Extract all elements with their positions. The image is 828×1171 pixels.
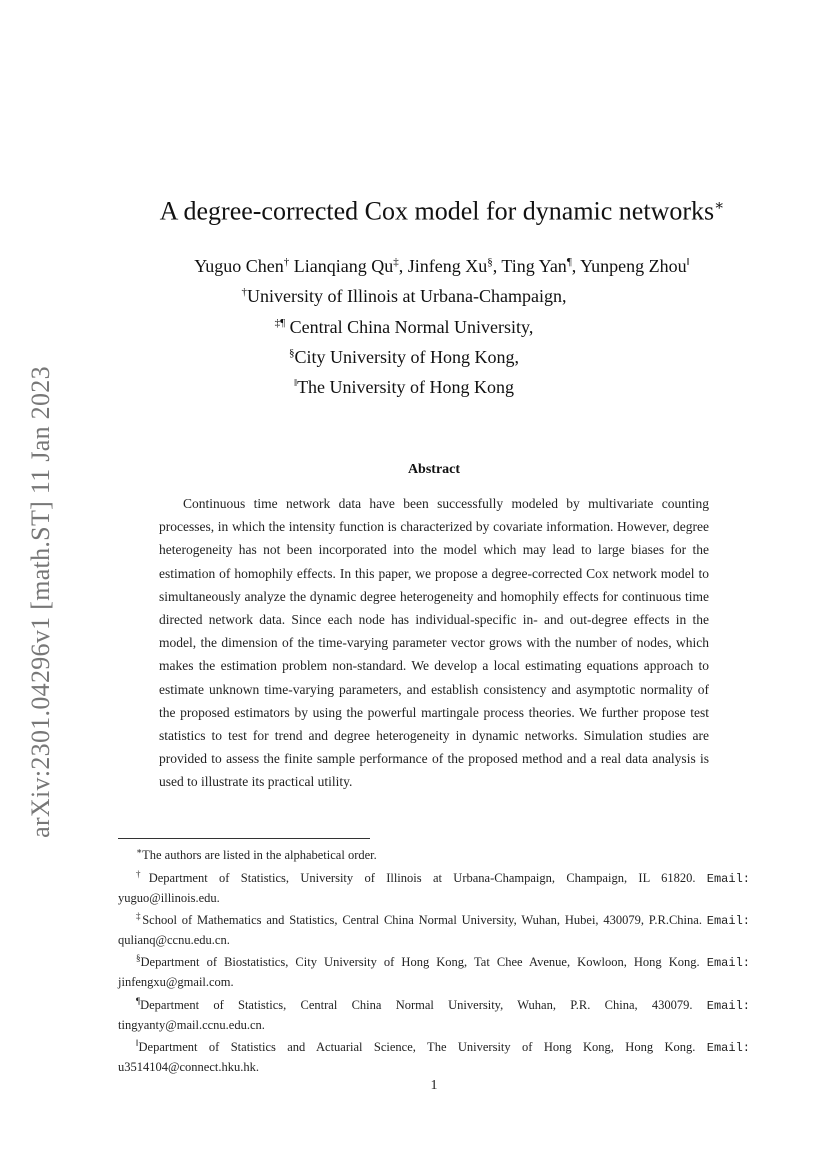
author-name: Ting Yan [501, 256, 567, 276]
email-label: Email: [706, 998, 750, 1013]
email-label: Email: [706, 1041, 750, 1056]
affiliation [0, 377, 808, 398]
footnote [118, 907, 750, 949]
footnote-text: Department of Biostatistics, City University of Hong Kong, Tat Chee Avenue, Kowloon, Hong Kong. [140, 955, 707, 970]
footnote-divider [118, 838, 370, 839]
email-label: Email: [706, 871, 750, 886]
footnote-mark: ∗ [136, 846, 143, 856]
abstract-text: Continuous time network data have been successfully modeled by multivariate counting processes, in which the intensity function is characterized by covariate information. However, degree heterogeneity has not been incorporated into the model which may lead to large biases for the estimation of homophily effects. In this paper, we propose a degree-corrected Cox network model to simultaneously analyze the dynamic degree heterogeneity and homophily effects for continuous time directed network data. Since each node has individual-specific in- and out-degree effects in the model, the dimension of the time-varying parameter vector grows with the number of nodes, which makes the estimation problem non-standard. We develop a local estimating equations approach to estimate unknown time-varying parameters, and establish consistency and asymptotic normality of the proposed estimators by using the powerful martingale process theories. We further propose test statistics to test for trend and degree heterogeneity in dynamic networks. Simulation studies are provided to assess the finite sample performance of the proposed method and a real data analysis is used to illustrate its practical utility. [159, 496, 709, 790]
footnote [118, 1034, 750, 1076]
affiliation [0, 347, 808, 368]
author-name: Yuguo Chen [194, 256, 284, 276]
footnote-mark: ‡ [136, 911, 143, 922]
footnote-text: School of Mathematics and Statistics, Central China Normal University, Wuhan, Hubei, 430079, P.R.China. [142, 913, 707, 928]
email-label: Email: [706, 914, 750, 929]
affiliation [0, 286, 808, 307]
author-list: Yuguo Chen† Lianqiang Qu‡, Jinfeng Xu§, Ting Yan¶, Yunpeng Zhou‖ [194, 256, 690, 276]
email-address: tingyanty@mail.ccnu.edu.cn. [118, 1017, 265, 1032]
author-mark: § [487, 256, 493, 268]
footnote-text: Department of Statistics and Actuarial Science, The University of Hong Kong, Hong Kong. [138, 1040, 707, 1055]
affiliation-mark: ‡¶ [274, 317, 286, 329]
author-name: Lianqiang Qu [293, 256, 394, 276]
footnote-mark: ¶ [136, 995, 141, 1006]
arxiv-stamp [24, 352, 58, 852]
footnote-text: The authors are listed in the alphabetical order. [142, 848, 377, 863]
affiliation-name: Central China Normal University, [285, 317, 534, 337]
email-address: u3514104@connect.hku.hk. [118, 1059, 260, 1074]
footnote [118, 865, 750, 907]
page-number: 1 [430, 1078, 438, 1093]
author-mark: † [283, 256, 290, 268]
author-mark: ¶ [566, 256, 572, 268]
email-address: yuguo@illinois.edu. [118, 890, 220, 905]
footnote [118, 992, 750, 1034]
footnote [118, 842, 750, 865]
author-mark: ‡ [393, 256, 399, 268]
author-mark: ‖ [686, 256, 690, 268]
affiliation-mark: § [289, 347, 295, 359]
email-label: Email: [706, 956, 750, 971]
email-address: qulianq@ccnu.edu.cn. [118, 932, 230, 947]
arxiv-identifier: arXiv:2301.04296v1 [math.ST] 11 Jan 2023 [26, 366, 55, 838]
footnote [118, 949, 750, 991]
title-footnote-mark: ∗ [714, 198, 725, 214]
footnote-mark: † [136, 868, 149, 879]
footnote-text: Department of Statistics, University of Illinois at Urbana-Champaign, Champaign, IL 61820. [148, 870, 707, 885]
affiliation [0, 317, 808, 338]
author-name: Jinfeng Xu [407, 256, 488, 276]
paper-title-text: A degree-corrected Cox model for dynamic networks [159, 196, 715, 226]
abstract-heading: Abstract [407, 462, 461, 477]
affiliation-name: The University of Hong Kong [297, 377, 515, 397]
footnote-mark: § [136, 953, 141, 964]
affiliation-name: University of Illinois at Urbana-Champaign, [247, 286, 567, 306]
footnote-mark: ‖ [136, 1038, 139, 1049]
footnotes [118, 842, 750, 1076]
affiliation-name: City University of Hong Kong, [294, 347, 519, 367]
affiliation-mark: ‖ [293, 377, 298, 389]
footnote-text: Department of Statistics, Central China Normal University, Wuhan, P.R. China, 430079. [140, 997, 707, 1012]
email-address: jinfengxu@gmail.com. [118, 975, 234, 990]
author-name: Yunpeng Zhou [580, 256, 687, 276]
paper-title [0, 196, 828, 227]
affiliation-mark: † [241, 286, 248, 298]
